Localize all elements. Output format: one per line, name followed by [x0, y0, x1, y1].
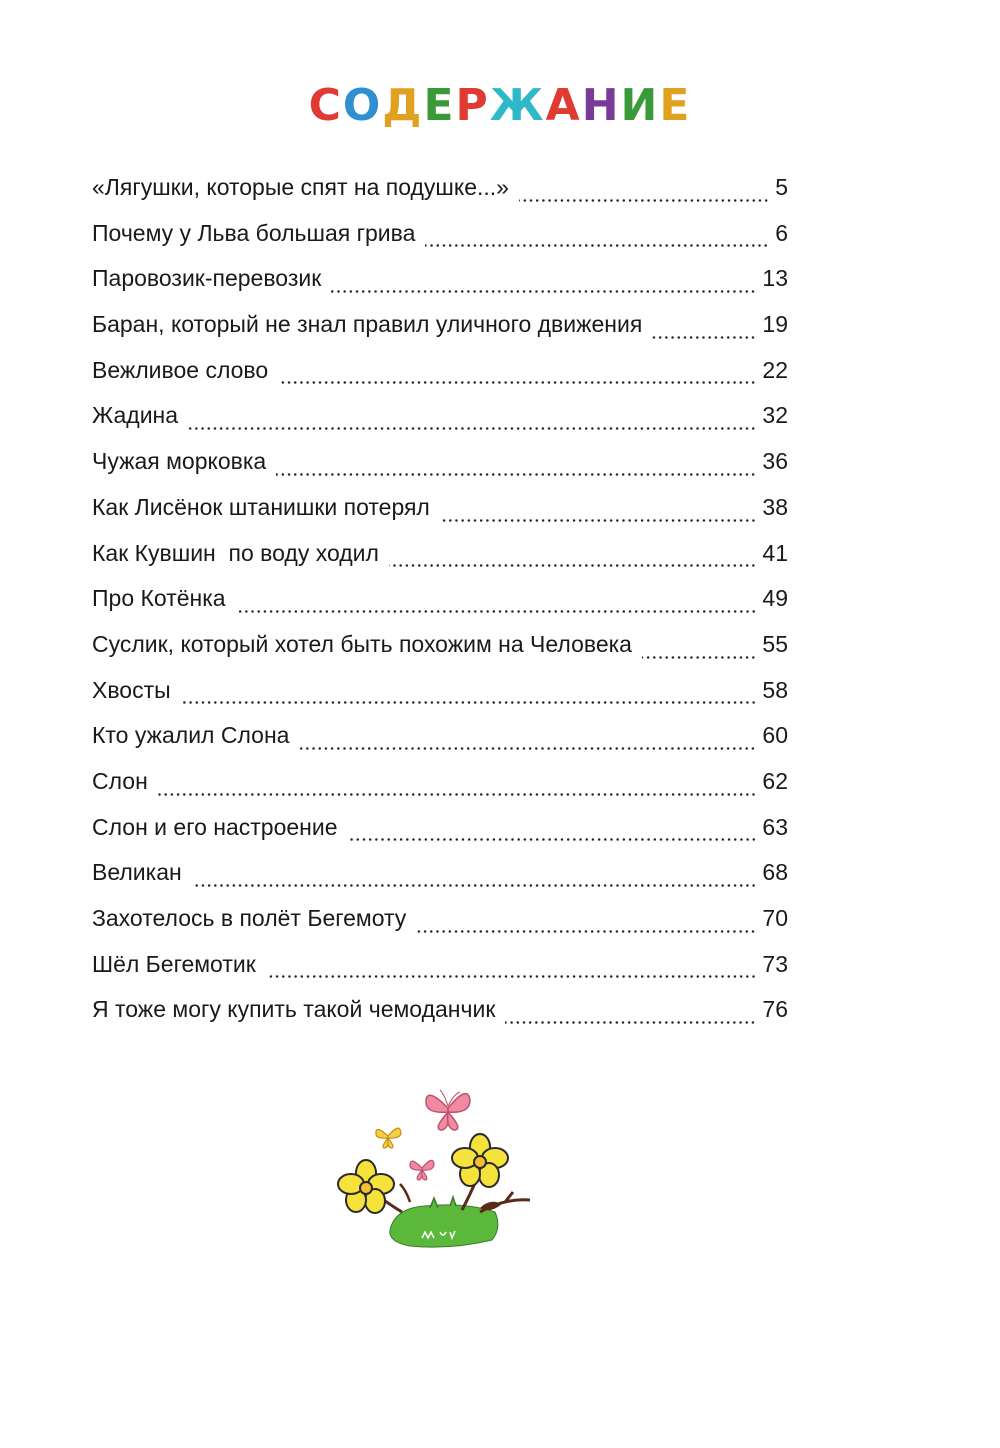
toc-entry-title: Про Котёнка: [92, 585, 226, 612]
toc-entry-title: Вежливое слово: [92, 356, 269, 383]
title-letter: Е: [423, 80, 456, 131]
toc-entry-title: Слон и его настроение: [92, 813, 338, 840]
dot-leader: [416, 930, 756, 933]
dot-leader: [331, 290, 756, 293]
dot-leader: [188, 427, 756, 430]
dot-leader: [425, 244, 769, 247]
toc-entry-page: 32: [762, 402, 788, 429]
toc-entry-title: Как Кувшин по воду ходил: [92, 539, 379, 566]
toc-entry-page: 22: [762, 356, 788, 383]
toc-entry[interactable]: [92, 488, 788, 534]
toc-entry-title: Почему у Льва большая грива: [92, 219, 416, 246]
toc-entry-page: 6: [775, 219, 788, 246]
toc-entry[interactable]: [92, 899, 788, 945]
toc-entry[interactable]: [92, 762, 788, 808]
toc-entry-title: Я тоже могу купить такой чемоданчик: [92, 996, 496, 1023]
toc-entry-title: «Лягушки, которые спят на подушке...»: [92, 174, 509, 200]
dot-leader: [158, 793, 757, 796]
toc-entry[interactable]: [92, 945, 788, 991]
dot-leader: [652, 336, 756, 339]
toc-entry-page: 41: [762, 539, 788, 566]
toc-entry[interactable]: [92, 442, 788, 488]
toc-entry-page: 73: [762, 950, 788, 977]
title-letter: И: [620, 80, 660, 131]
butterfly-pink-small: [410, 1160, 434, 1180]
toc-entry[interactable]: [92, 625, 788, 671]
toc-entry-page: 49: [762, 585, 788, 612]
dot-leader: [505, 1021, 756, 1024]
title-letter: Н: [581, 80, 621, 131]
toc-entry[interactable]: [92, 808, 788, 854]
toc-entry-page: 60: [762, 722, 788, 749]
toc-entry-page: 68: [762, 859, 788, 886]
toc-entry-page: 63: [762, 813, 788, 840]
toc-entry-page: 5: [775, 174, 788, 200]
butterfly-pink: [426, 1090, 470, 1130]
toc-entry[interactable]: [92, 396, 788, 442]
toc-entry-page: 55: [762, 630, 788, 657]
toc-entry-title: Шёл Бегемотик: [92, 950, 256, 977]
title-letter: Е: [659, 80, 692, 131]
toc-entry[interactable]: [92, 168, 788, 214]
title-letter: О: [342, 80, 383, 131]
toc-entry[interactable]: [92, 534, 788, 580]
toc-entry-title: Кто ужалил Слона: [92, 722, 290, 749]
toc-entry[interactable]: [92, 990, 788, 1036]
toc-entry-page: 13: [762, 265, 788, 292]
toc-entry-title: Чужая морковка: [92, 448, 267, 475]
dot-leader: [440, 519, 757, 522]
dot-leader: [278, 381, 756, 384]
toc-entry[interactable]: [92, 853, 788, 899]
toc-entry-page: 58: [762, 676, 788, 703]
toc-entry[interactable]: [92, 305, 788, 351]
flower-left: [338, 1160, 394, 1213]
dot-leader: [348, 838, 757, 841]
toc-entry-title: Захотелось в полёт Бегемоту: [92, 905, 407, 931]
toc-entry-page: 36: [762, 448, 788, 475]
toc-entry-title: Как Лисёнок штанишки потерял: [92, 493, 430, 520]
toc-entry[interactable]: [92, 671, 788, 717]
dot-leader: [192, 884, 757, 887]
toc-entry-title: Баран, который не знал правил уличного движения: [92, 311, 643, 338]
flower-right: [452, 1134, 508, 1187]
toc-entry[interactable]: [92, 579, 788, 625]
toc-entry-title: Слон: [92, 767, 148, 794]
title-letter: Д: [382, 80, 424, 131]
page-title: [0, 78, 1000, 134]
dot-leader: [299, 747, 756, 750]
dot-leader: [181, 701, 757, 704]
dot-leader: [642, 656, 756, 659]
toc-entry-title: Суслик, который хотел быть похожим на Человека: [92, 630, 632, 657]
toc-entry-page: 19: [762, 311, 788, 338]
toc-entry-title: Паровозик-перевозик: [92, 265, 322, 292]
table-of-contents: [92, 168, 788, 1036]
toc-entry-page: 70: [762, 905, 788, 931]
toc-entry-title: Хвосты: [92, 676, 171, 703]
dot-leader: [389, 564, 756, 567]
toc-entry-page: 38: [762, 493, 788, 520]
flowers-butterflies-icon: [330, 1080, 550, 1270]
dot-leader: [276, 473, 756, 476]
toc-entry[interactable]: [92, 259, 788, 305]
toc-entry[interactable]: [92, 716, 788, 762]
toc-entry-title: Великан: [92, 859, 182, 886]
title-letter: Ж: [489, 80, 546, 131]
toc-entry[interactable]: [92, 351, 788, 397]
stem: [400, 1184, 410, 1202]
toc-entry[interactable]: [92, 214, 788, 260]
dot-leader: [266, 975, 757, 978]
title-letter: А: [545, 80, 582, 131]
dot-leader: [519, 199, 769, 202]
title-letter: Р: [455, 80, 490, 131]
title-letter: С: [308, 80, 343, 131]
dot-leader: [236, 610, 757, 613]
toc-entry-page: 62: [762, 767, 788, 794]
butterfly-yellow: [376, 1128, 401, 1148]
toc-entry-title: Жадина: [92, 402, 179, 429]
toc-entry-page: 76: [762, 996, 788, 1023]
